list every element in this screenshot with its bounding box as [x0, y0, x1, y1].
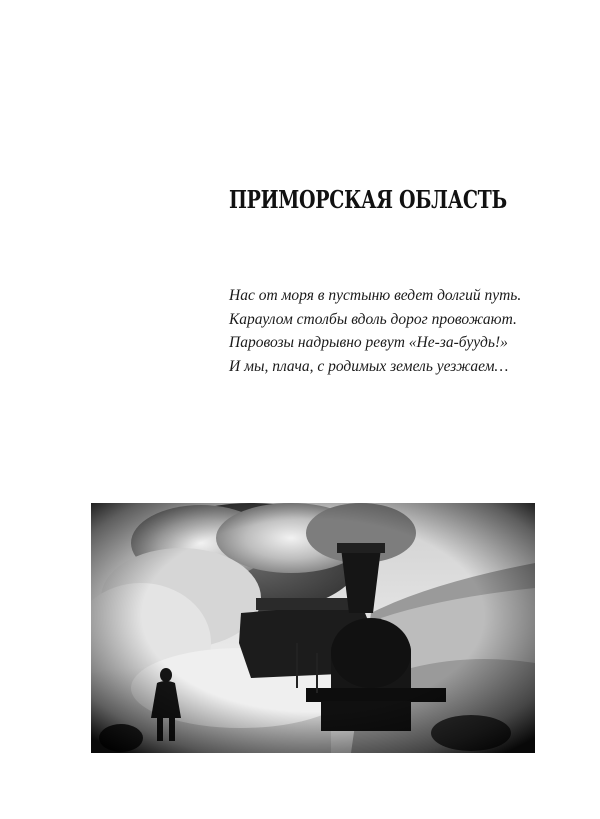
poem-stanza: [229, 284, 521, 378]
poem-line: Паровозы надрывно ревут «Не-за-буудь!»: [229, 334, 508, 351]
poem-line: И мы, плача, с родимых земель уезжаем…: [229, 357, 509, 375]
poem-line: Нас от моря в пустыню ведет долгий путь.: [229, 287, 522, 304]
locomotive-photograph: [91, 503, 535, 753]
poem-line: Караулом столбы вдоль дорог провожают.: [229, 310, 517, 328]
chapter-title: ПРИМОРСКАЯ ОБЛАСТЬ: [229, 186, 507, 215]
